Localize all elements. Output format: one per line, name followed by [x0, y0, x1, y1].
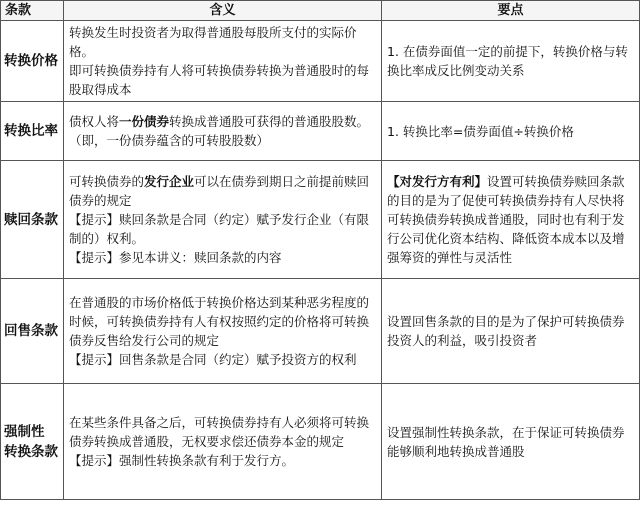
- term-line: 强制性: [4, 423, 45, 440]
- point-line: 1. 转换比率=债券面值÷转换价格: [387, 123, 574, 139]
- point-line: 设置强制性转换条款，在于保证可转换债券能够顺利地转换成普通股: [387, 424, 625, 459]
- header-points: 要点: [382, 1, 640, 21]
- meaning-cell: [64, 384, 382, 500]
- header-row: [1, 1, 640, 21]
- point-emphasis: 【对发行方有利】: [387, 174, 488, 189]
- meaning-cell: [64, 279, 382, 384]
- meaning-cell: [64, 102, 382, 161]
- term-cell: 转换比率: [1, 102, 64, 161]
- meaning-text: 可以在债券到期日之前提前赎回债券的规定: [69, 174, 370, 208]
- meaning-text: 债权人将: [69, 114, 120, 129]
- meaning-line: 【提示】参见本讲义：赎回条款的内容: [69, 250, 282, 265]
- table-row: [1, 102, 640, 161]
- meaning-text: 可转换债券的: [69, 174, 145, 189]
- header-meaning: 含义: [64, 1, 382, 21]
- meaning-line: 【提示】回售条款是合同（约定）赋予投资方的权利: [69, 352, 357, 367]
- meaning-line: 【提示】赎回条款是合同（约定）赋予发行企业（有限制的）权利。: [69, 212, 370, 246]
- table-row: [1, 161, 640, 279]
- meaning-emphasis: 一份债券: [119, 114, 170, 129]
- points-cell: [382, 102, 640, 161]
- point-text: 设置可转换债券赎回条款的目的是为了促使可转换债券持有人尽快将可转换债券转换成普通股，同时也有利于发行公司优化资本结构、降低资本成本以及增强筹资的弹性与灵活性: [387, 174, 625, 265]
- term-cell: [1, 384, 64, 500]
- meaning-line: 即可转换债券持有人将可转换债券转换为普通股时的每股取得成本: [69, 63, 370, 97]
- points-cell: [382, 21, 640, 102]
- term-cell: 回售条款: [1, 279, 64, 384]
- point-line: 设置回售条款的目的是为了保护可转换债券投资人的利益，吸引投资者: [387, 314, 625, 348]
- term-cell: 赎回条款: [1, 161, 64, 279]
- table-row: [1, 21, 640, 102]
- points-cell: [382, 384, 640, 500]
- meaning-line: 在普通股的市场价格低于转换价格达到某种恶劣程度的时候，可转换债券持有人有权按照约定的价格将可转换债券反售给发行公司的规定: [69, 295, 370, 348]
- meaning-line: 【提示】强制性转换条款有利于发行方。: [69, 453, 295, 468]
- point-line: 1. 在债券面值一定的前提下，转换价格与转换比率成反比例变动关系: [387, 44, 628, 78]
- term-cell: 转换价格: [1, 21, 64, 102]
- meaning-line: 转换发生时投资者为取得普通股每股所支付的实际价格。: [69, 25, 357, 59]
- meaning-line: 在某些条件具备之后，可转换债券持有人必须将可转换债券转换成普通股，无权要求偿还债券本金的规定: [69, 415, 370, 449]
- header-term: 条款: [1, 1, 64, 21]
- meaning-cell: [64, 21, 382, 102]
- meaning-emphasis: 发行企业: [144, 174, 195, 189]
- meaning-cell: [64, 161, 382, 279]
- points-cell: [382, 161, 640, 279]
- points-cell: [382, 279, 640, 384]
- meaning-line: [69, 172, 376, 210]
- table-row: [1, 279, 640, 384]
- table-row: [1, 384, 640, 500]
- term-line: 转换条款: [4, 443, 58, 460]
- meaning-text: 转换成普通股可获得的普通股股数。（即，一份债券蕴含的可转股股数）: [69, 114, 370, 148]
